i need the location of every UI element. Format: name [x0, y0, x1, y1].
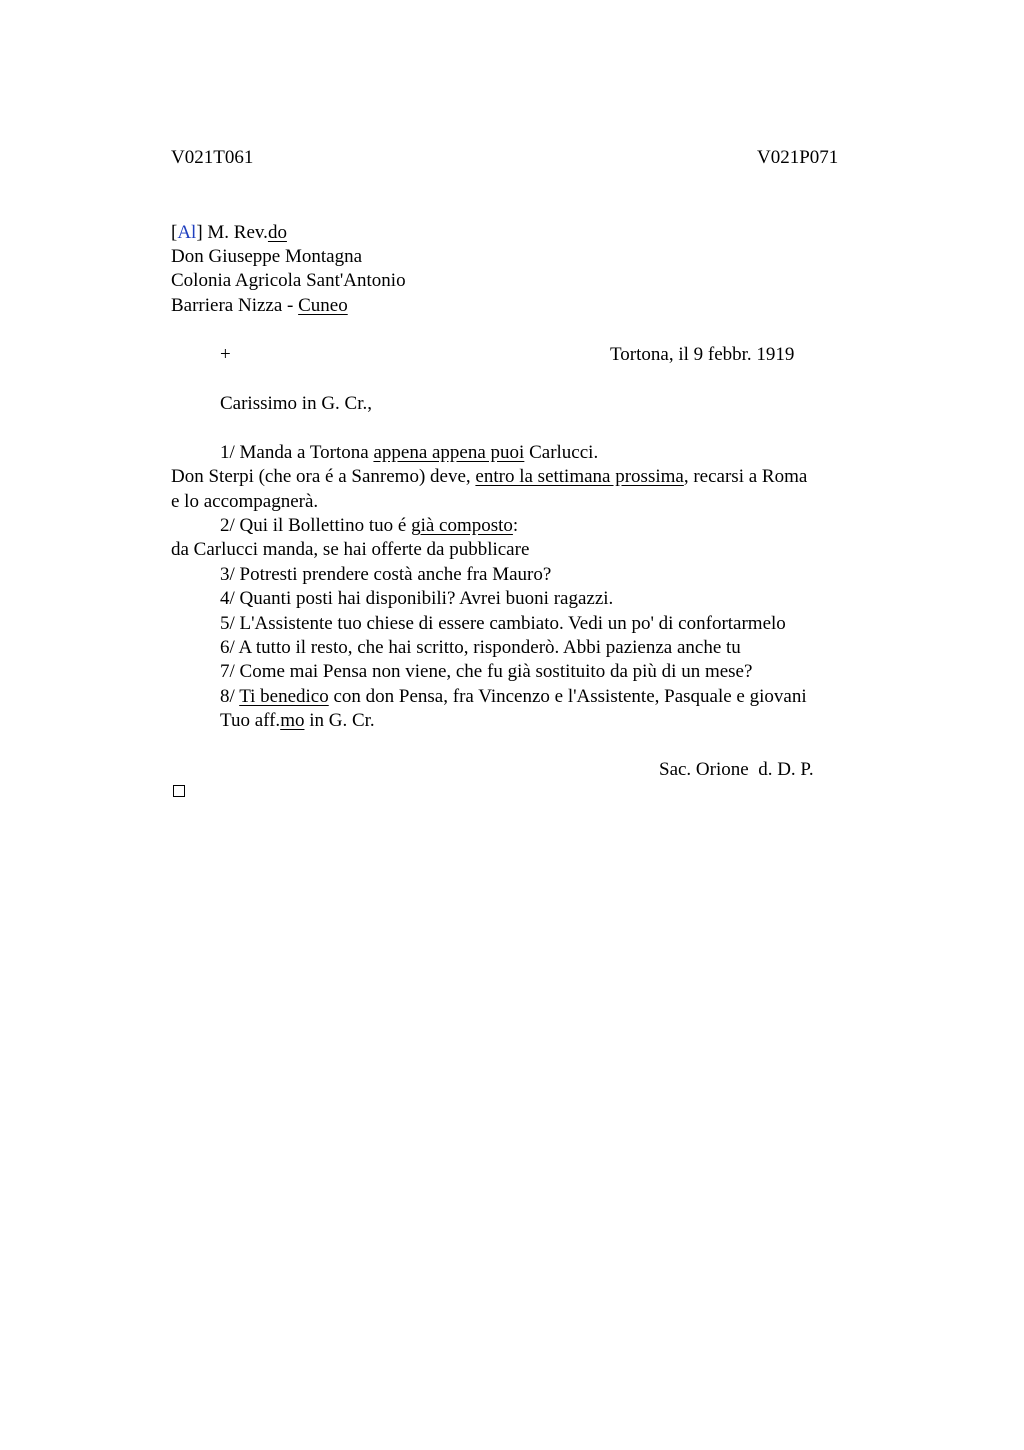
point-7: 7/ Come mai Pensa non viene, che fu già sostituito da più di un mese? [220, 661, 753, 682]
salutation-prefix: M. Rev. [202, 222, 268, 243]
point-1-tail: Carlucci. [524, 442, 599, 463]
address-salutation [171, 221, 287, 245]
greeting: Carissimo in G. Cr., [220, 393, 373, 414]
point-1-line-2-tail: , recarsi a Roma [683, 466, 808, 487]
point-2-line-2: da Carlucci manda, se hai offerte da pubblicare [171, 539, 530, 560]
header-left-code: V021T061 [171, 147, 254, 168]
point-3: 3/ Potresti prendere costà anche fra Mauro? [220, 564, 552, 585]
closing [220, 709, 375, 733]
closing-prefix: Tuo aff. [220, 710, 281, 731]
point-1-line-2-text: Don Sterpi (che ora é a Sanremo) deve, [171, 466, 476, 487]
recipient-marker: Al [177, 222, 197, 243]
place-date: Tortona, il 9 febbr. 1919 [610, 344, 795, 365]
point-1-underlined: appena appena puoi [373, 442, 525, 463]
cross-symbol: + [220, 344, 231, 365]
point-2-text: 2/ Qui il Bollettino tuo é [220, 515, 412, 536]
point-2 [220, 514, 518, 538]
point-1 [220, 441, 598, 465]
point-8-tail: con don Pensa, fra Vincenzo e l'Assistente, Pasquale e giovani [328, 686, 807, 707]
point-6: 6/ A tutto il resto, che hai scritto, risponderò. Abbi pazienza anche tu [220, 637, 741, 658]
point-1-line-2-underlined: entro la settimana prossima [475, 466, 684, 487]
bracket-close: ] [196, 222, 203, 243]
point-1-line-3: e lo accompagnerà. [171, 491, 319, 512]
point-2-tail: : [512, 515, 519, 536]
signature: Sac. Orione d. D. P. [659, 759, 814, 780]
location-city: Cuneo [298, 295, 348, 316]
point-8-text: 8/ [220, 686, 240, 707]
header-right-code: V021P071 [757, 147, 839, 168]
closing-rest: in G. Cr. [304, 710, 375, 731]
point-1-line-2 [171, 465, 807, 489]
address-name: Don Giuseppe Montagna [171, 246, 363, 267]
point-5: 5/ L'Assistente tuo chiese di essere cambiato. Vedi un po' di confortarmelo [220, 613, 786, 634]
point-1-text: 1/ Manda a Tortona [220, 442, 374, 463]
closing-suffix: mo [280, 710, 305, 731]
end-of-document-box-icon [173, 785, 185, 797]
salutation-suffix: do [267, 222, 287, 243]
bracket-open: [ [171, 222, 178, 243]
point-4: 4/ Quanti posti hai disponibili? Avrei buoni ragazzi. [220, 588, 614, 609]
address-institution: Colonia Agricola Sant'Antonio [171, 270, 406, 291]
point-2-underlined: già composto [411, 515, 513, 536]
point-8-underlined: Ti benedico [239, 686, 329, 707]
location-prefix: Barriera Nizza - [171, 295, 299, 316]
point-8 [220, 685, 807, 709]
address-location [171, 294, 348, 318]
